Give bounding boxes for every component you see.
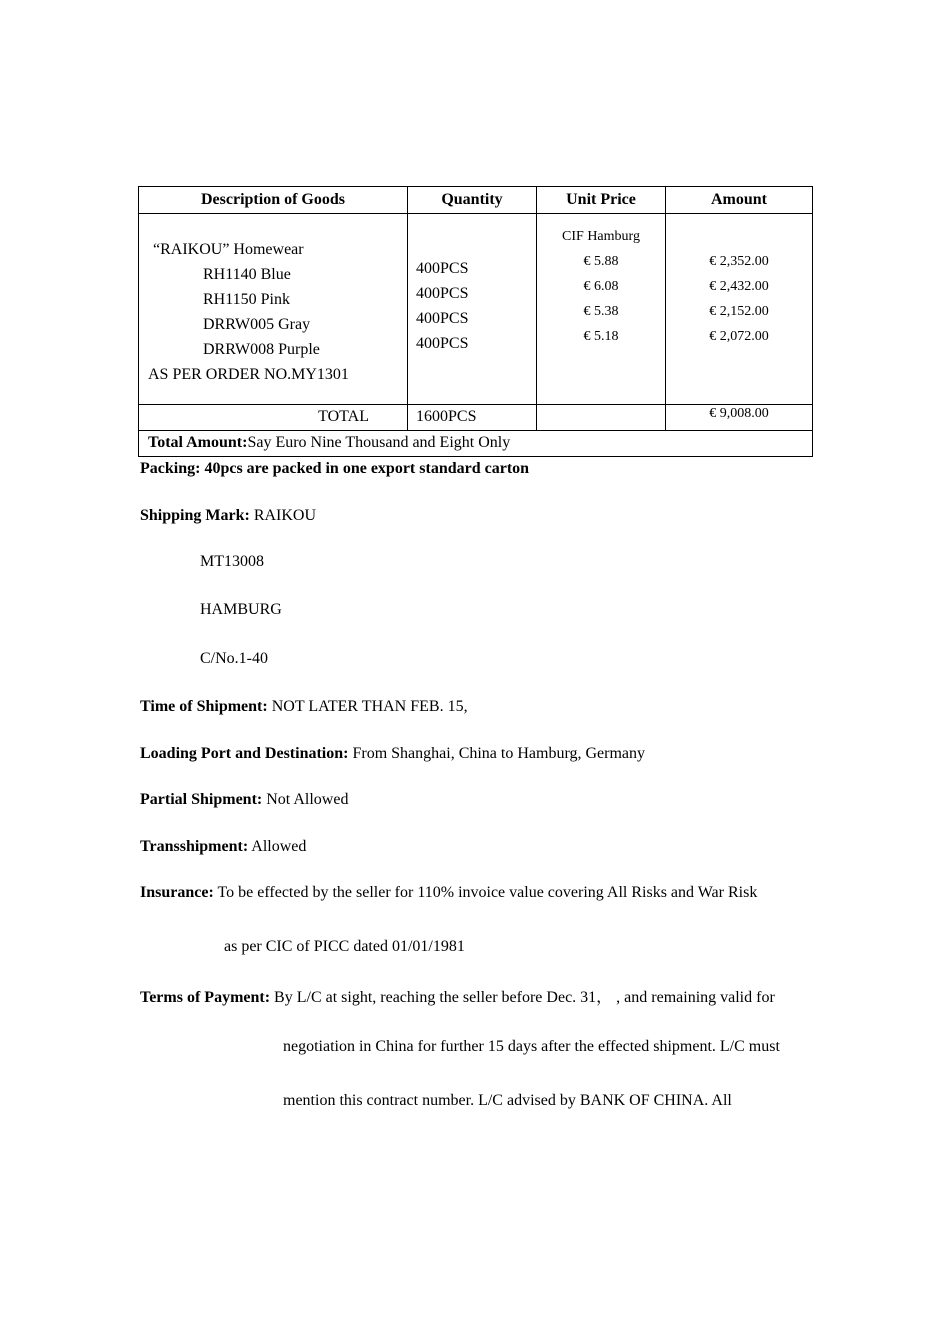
time-of-shipment (140, 698, 468, 716)
item-qty: 400PCS (416, 310, 469, 328)
payment-line-2: negotiation in China for further 15 days after the effected shipment. L/C must (283, 1038, 780, 1055)
item-qty: 400PCS (416, 260, 469, 278)
item-amount: € 2,352.00 (709, 254, 769, 270)
payment-label: Terms of Payment: (140, 989, 271, 1006)
terms-of-payment (140, 984, 775, 1007)
loading-port (140, 745, 645, 763)
time-of-shipment-value: NOT LATER THAN FEB. 15, (271, 698, 468, 715)
item-name: DRRW008 Purple (203, 341, 320, 359)
insurance-line-2: as per CIC of PICC dated 01/01/1981 (224, 938, 465, 955)
insurance (140, 884, 757, 902)
item-name: RH1140 Blue (203, 266, 291, 284)
item-amount: € 2,072.00 (709, 329, 769, 345)
order-ref: AS PER ORDER NO.MY1301 (148, 366, 349, 384)
loading-port-value: From Shanghai, China to Hamburg, Germany (352, 745, 646, 762)
total-amount: € 9,008.00 (666, 404, 813, 430)
packing-line: Packing: 40pcs are packed in one export standard carton (140, 460, 530, 477)
table-header-row (139, 187, 813, 214)
shipping-mark-line (140, 507, 316, 525)
item-price: € 5.38 (583, 304, 619, 320)
partial-shipment-value: Not Allowed (266, 791, 349, 808)
shipping-mark-line-4: C/No.1-40 (200, 650, 268, 667)
item-amount: € 2,152.00 (709, 304, 769, 320)
shipping-mark-label: Shipping Mark: (140, 507, 250, 524)
total-price-empty (537, 404, 666, 430)
item-amount: € 2,432.00 (709, 279, 769, 295)
quantity-cell (408, 214, 537, 405)
total-words-row (139, 430, 813, 456)
item-price: € 5.88 (583, 254, 619, 270)
header-amount: Amount (666, 187, 813, 214)
item-name: DRRW005 Gray (203, 316, 311, 334)
total-qty: 1600PCS (408, 404, 537, 430)
loading-port-label: Loading Port and Destination: (140, 745, 349, 762)
unit-price-cell (537, 214, 666, 405)
item-name: RH1150 Pink (203, 291, 290, 309)
insurance-line-1: To be effected by the seller for 110% invoice value covering All Risks and War Risk (217, 884, 758, 901)
payment-line-1: By L/C at sight, reaching the seller before Dec. 31， , and remaining valid for (274, 989, 775, 1006)
total-words-label: Total Amount: (148, 434, 248, 452)
amount-cell (666, 214, 813, 405)
item-qty: 400PCS (416, 285, 469, 303)
total-label: TOTAL (139, 404, 408, 430)
goods-table (138, 186, 813, 457)
shipping-mark-line-2: MT13008 (200, 553, 264, 570)
total-row (139, 404, 813, 430)
brand-line: “RAIKOU” Homewear (153, 241, 304, 259)
transshipment (140, 838, 306, 856)
partial-shipment (140, 791, 348, 809)
time-of-shipment-label: Time of Shipment: (140, 698, 268, 715)
total-words-value: Say Euro Nine Thousand and Eight Only (247, 434, 511, 452)
transshipment-value: Allowed (251, 838, 307, 855)
insurance-label: Insurance: (140, 884, 214, 901)
total-words-cell (139, 430, 813, 456)
price-term: CIF Hamburg (562, 229, 640, 245)
transshipment-label: Transshipment: (140, 838, 249, 855)
table-row (139, 214, 813, 405)
item-price: € 5.18 (583, 329, 619, 345)
shipping-mark-line-3: HAMBURG (200, 601, 282, 618)
header-description: Description of Goods (139, 187, 408, 214)
payment-line-3: mention this contract number. L/C advised by BANK OF CHINA. All (283, 1092, 732, 1109)
description-cell (139, 214, 408, 405)
header-unit-price: Unit Price (537, 187, 666, 214)
partial-shipment-label: Partial Shipment: (140, 791, 263, 808)
item-price: € 6.08 (583, 279, 619, 295)
header-quantity: Quantity (408, 187, 537, 214)
item-qty: 400PCS (416, 335, 469, 353)
shipping-mark-value: RAIKOU (253, 507, 317, 524)
